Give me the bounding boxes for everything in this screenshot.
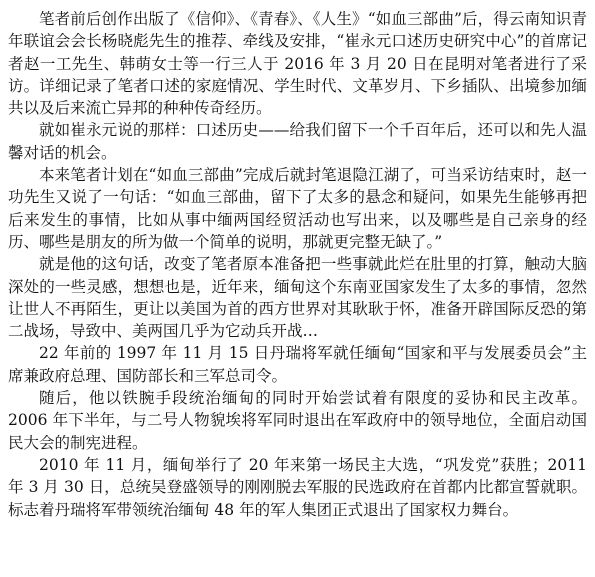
- paragraph-inspiration: 就是他的这句话，改变了笔者原本准备把一些事就此烂在肚里的打算，触动大脑深处的一些灵感，想想也是，近年来，缅甸这个东南亚国家发生了太多的事情，忽然让世人不再陌生，更让以美国为首的西方世界对其耿耿于怀，准备开辟国际反恐的第二战场，导致中、美两国几乎为它动兵开战…: [8, 255, 587, 341]
- paragraph-interview: 笔者前后创作出版了《信仰》、《青春》、《人生》“如血三部曲”后，得云南知识青年联谊会会长杨晓彪先生的推荐、牵线及安排，“崔永元口述历史研究中心”的首席记者赵一工先生、韩萌女士等一行三人于 2016 年 3 月 20 日在昆明对笔者进行了采访。详细记录了笔者口述的家庭情况、学生时代、文革岁月、下乡插队、出境参加缅共以及后来流亡异邦的种种传奇经历。: [8, 10, 587, 118]
- paragraph-oral-history: 就如崔永元说的那样：口述历史——给我们留下一个千百年后，还可以和先人温馨对话的机会。: [8, 121, 587, 162]
- paragraph-than-shwe: 22 年前的 1997 年 11 月 15 日丹瑞将军就任缅甸“国家和平与发展委员会”主席兼政府总理、国防部长和三军总司令。: [8, 344, 587, 385]
- paragraph-election: 2010 年 11 月，缅甸举行了 20 年来第一场民主大选，“巩发党”获胜；2011 年 3 月 30 日，总统吴登盛领导的刚刚脱去军服的民选政府在首都内比都宣誓就职。标志着丹瑞将军带领统治缅甸 48 年的军人集团正式退出了国家权力舞台。: [8, 455, 587, 519]
- paragraph-plan: 本来笔者计划在“如血三部曲”完成后就封笔退隐江湖了，可当采访结束时，赵一功先生又说了一句话：“如血三部曲，留下了太多的悬念和疑问，如果先生能够再把后来发生的事情，比如从事中缅两国经贸活动也写出来，以及哪些是自己亲身的经历、哪些是朋友的所为做一个简单的说明，那就更完整无缺了。”: [8, 166, 587, 251]
- paragraph-reform: 随后，他以铁腕手段统治缅甸的同时开始尝试着有限度的妥协和民主改革。2006 年下半年，与二号人物貌埃将军同时退出在军政府中的领导地位，全面启动国民大会的制宪进程。: [8, 389, 587, 452]
